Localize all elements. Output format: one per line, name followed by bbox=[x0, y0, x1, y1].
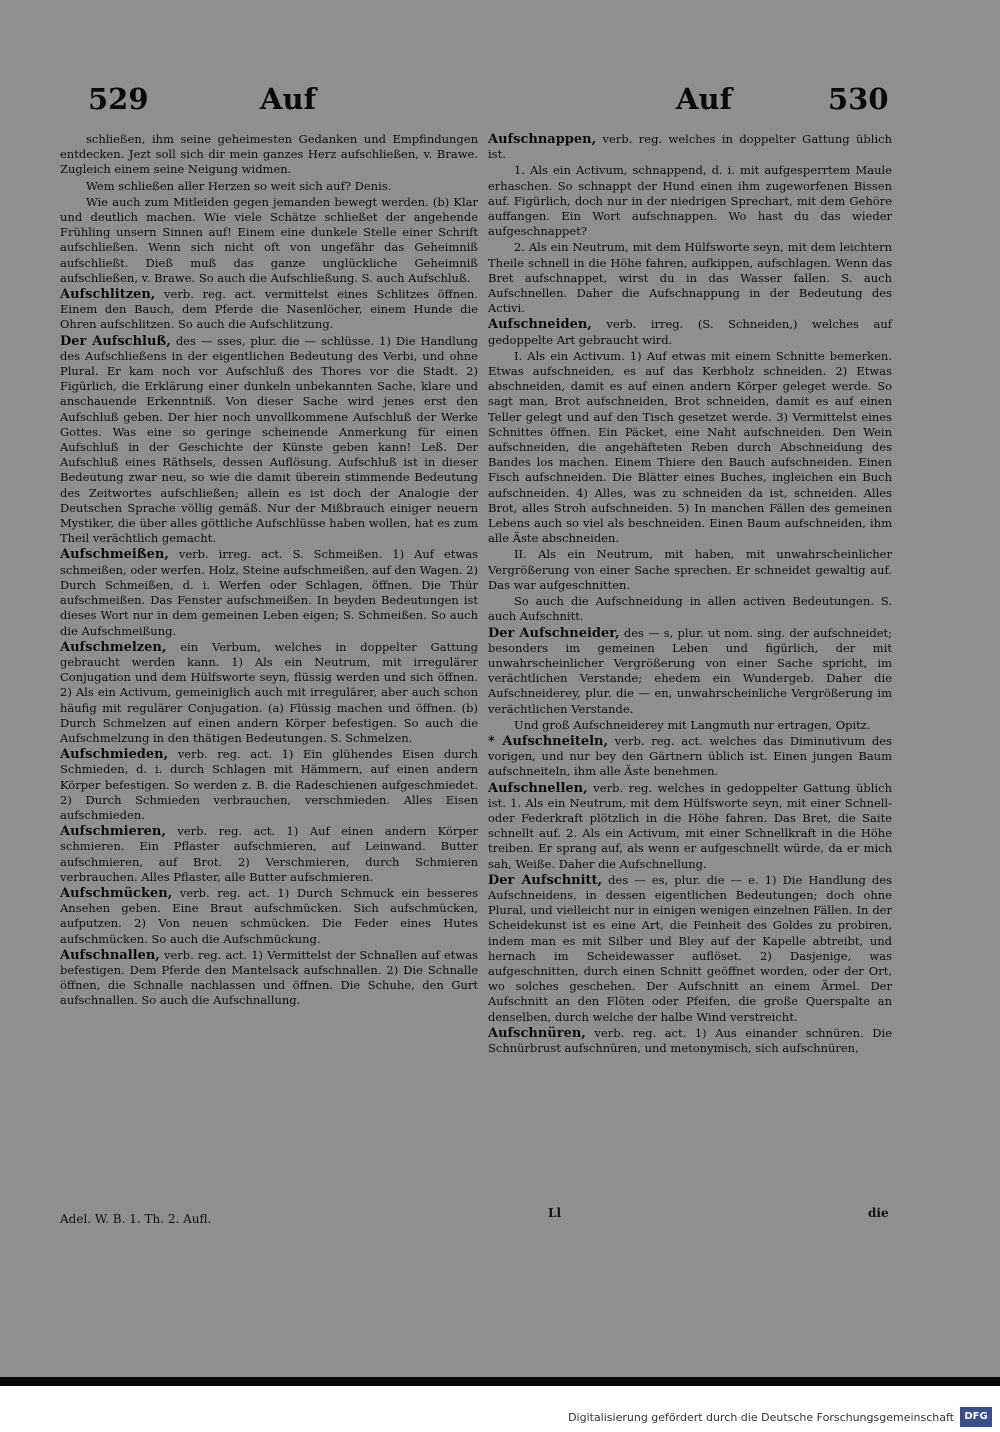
dictionary-entry bbox=[60, 824, 478, 885]
right-column bbox=[488, 132, 892, 1057]
entry-text: schließen, ihm seine geheimesten Gedanken und Empfindungen entdecken. Jezt soll sich dir mein ganzes Herz aufschließen, v. Brawe. Zugleich einem seine Neigung widmen. bbox=[60, 132, 478, 177]
dictionary-entry bbox=[60, 886, 478, 947]
entry-lemma: Aufschmieden, bbox=[60, 747, 169, 763]
page-number-right: 530 bbox=[828, 82, 889, 116]
entry-text: verb. reg. act. welches das Diminutivum des vorigen, und nur bey den Gärtnern üblich ist. Einen jungen Baum aufschneiteln, ihm alle Äste benehmen. bbox=[488, 733, 892, 779]
entry-text: verb. irreg. (S. Schneiden,) welches auf gedoppelte Art gebraucht wird. bbox=[488, 317, 893, 347]
entry-lemma: Der Aufschneider, bbox=[488, 625, 620, 641]
dictionary-entry bbox=[60, 132, 478, 178]
entry-text: verb. reg. act. 1) Ein glühendes Eisen durch Schmieden, d. i. durch Schlagen mit Hämmern, auf einen andern Körper befestigen. So werden z. B. die Radeschienen aufgeschmiedet. 2) Durch Schmieden verbrauchen, verschmieden. Alles Eisen aufschmieden. bbox=[60, 747, 479, 822]
dictionary-entry bbox=[60, 334, 478, 547]
scan-edge bbox=[0, 1377, 1000, 1386]
page-number-left: 529 bbox=[88, 82, 149, 116]
sheet-mark: Ll bbox=[548, 1206, 561, 1220]
entry-text: II. Als ein Neutrum, mit haben, mit unwahrscheinlicher Vergrößerung von einer Sache sprechen. Er schneidet gewaltig auf. Das war aufgeschnitten. bbox=[488, 547, 892, 592]
entry-text: 2. Als ein Neutrum, mit dem Hülfsworte seyn, mit dem leichtern Theile schnell in die Höhe fahren, aufkippen, aufschlagen. Wenn das Bret aufschnappet, wirst du in das Wasser fallen. S. auch Aufschnellen. Daher die Aufschnappung in der Bedeutung des Activi. bbox=[488, 240, 892, 316]
entry-text: des — es, plur. die — e. 1) Die Handlung des Aufschneidens, in dessen eigentlichen Bedeutungen; doch ohne Plural, und vielleicht nur in einigen wenigen einzelnen Fällen. In der Scheidekunst ist es eine Art, die Feinheit des Goldes zu probiren, indem man es mit Silber und Bley auf der Kapelle abtreibt, und hernach im Scheidewasser auflöset. 2) Dasjenige, was aufgeschnitten, durch einen Schnitt geöffnet worden, oder der Ort, wo solches geschehen. Der Aufschnitt an einem Ärmel. Der Aufschnitt an den Flöten oder Pfeifen, die große Querspalte an denselben, durch welche der halbe Wind verstreicht. bbox=[488, 872, 892, 1024]
entry-text: 1. Als ein Activum, schnappend, d. i. mit aufgesperrtem Maule erhaschen. So schnappt der Hund einen ihm zugeworfenen Bissen auf. Figürlich, doch nur in der niedrigen Sprechart, mit dem Gehöre auffangen. Ein Wort aufschnappen. Wo hast du das wieder aufgeschnappet? bbox=[488, 163, 892, 239]
entry-text: des — s, plur. ut nom. sing. der aufschneidet; besonders im gemeinen Leben und figürlich, der mit unwahrscheinlicher Vergrößerung von einer Sache spricht, im verächtlichen Verstande; ehedem ein Wundergeb. Daher die Aufschneiderey, plur. die — en, unwahrscheinliche Vergrößerung im verächtlichen Verstande. bbox=[488, 625, 893, 716]
dictionary-entry bbox=[488, 349, 892, 547]
entry-lemma: Aufschnappen, bbox=[488, 132, 597, 147]
dictionary-entry bbox=[488, 1026, 892, 1056]
entry-text: verb. reg. welches in gedoppelter Gattung üblich ist. 1. Als ein Neutrum, mit dem Hülfsworte seyn, mit einer Schnell- oder Federkraft plötzlich in die Höhe fahren. Das Bret, die Saite schnellt auf. 2. Als ein Activum, mit einer Schnellkraft in die Höhe treiben. Er sprang auf, als wenn er aufgeschnellt würde, da er mich sah, Weiße. Daher die Aufschnellung. bbox=[488, 780, 892, 871]
entry-text: Und groß Aufschneiderey mit Langmuth nur ertragen, Opitz. bbox=[514, 717, 871, 732]
entry-text: So auch die Aufschneidung in allen activen Bedeutungen. S. auch Aufschnitt. bbox=[488, 594, 892, 624]
credit-text: Digitalisierung gefördert durch die Deutsche Forschungsgemeinschaft bbox=[568, 1411, 954, 1424]
dictionary-entry bbox=[488, 240, 892, 316]
left-column bbox=[60, 132, 478, 1010]
entry-lemma: Aufschneiden, bbox=[488, 317, 592, 333]
entry-text: verb. reg. act. 1) Auf einen andern Körper schmieren. Ein Pflaster aufschmieren, auf Leinwand. Butter aufschmieren, auf Brot. 2) Verschmieren, durch Schmieren verbrauchen. Alles Pflaster, alle Butter aufschmieren. bbox=[60, 824, 479, 884]
dictionary-entry bbox=[60, 948, 478, 1009]
entry-text: Wem schließen aller Herzen so weit sich auf? Denis. bbox=[86, 178, 392, 193]
signature-line: Adel. W. B. 1. Th. 2. Aufl. bbox=[60, 1212, 212, 1226]
entry-lemma: * Aufschneiteln, bbox=[488, 733, 609, 749]
dictionary-entry bbox=[60, 179, 478, 194]
entry-lemma: Aufschmieren, bbox=[60, 824, 166, 840]
dictionary-entry bbox=[488, 594, 892, 624]
dictionary-entry bbox=[488, 132, 892, 162]
entry-lemma: Der Aufschluß, bbox=[60, 333, 171, 349]
dictionary-entry bbox=[60, 747, 478, 823]
dictionary-entry bbox=[488, 734, 892, 780]
dictionary-entry bbox=[488, 626, 892, 717]
entry-text: Wie auch zum Mitleiden gegen jemanden bewegt werden. (b) Klar und deutlich machen. Wie viele Schätze schließet der angehende Frühling unsern Sinnen auf! Einem eine dunkele Stelle einer Schrift aufschließen. Wenn sich nicht oft von ungefähr das Geheimniß aufschließt. Dieß muß das ganze unglückliche Geheimniß aufschließen, v. Brawe. So auch die Aufschließung. S. auch Aufschluß. bbox=[60, 194, 478, 285]
dictionary-entry bbox=[60, 547, 478, 638]
entry-text: verb. reg. act. 1) Durch Schmuck ein besseres Ansehen geben. Eine Braut aufschmücken. Sich aufschmücken, aufputzen. 2) Von neuen schmücken. Die Feder eines Hutes aufschmücken. So auch die Aufschmückung. bbox=[60, 885, 478, 946]
entry-lemma: Der Aufschnitt, bbox=[488, 872, 603, 888]
entry-text: verb. reg. act. 1) Vermittelst der Schnallen auf etwas befestigen. Dem Pferde den Mantelsack aufschnallen. 2) Die Schnalle öffnen, die Schnalle nachlassen und öffnen. Die Schuhe, den Gurt aufschnallen. So auch die Aufschnallung. bbox=[60, 947, 478, 1008]
entry-text: des — sses, plur. die — schlüsse. 1) Die Handlung des Aufschließens in der eigentlichen Bedeutung des Verbi, und ohne Plural. Er kam noch vor Aufschluß des Thores vor die Stadt. 2) Figürlich, die Erklärung einer dunkeln unbekannten Sache, klare und anschauende Erkenntniß. Von dieser Sache wird jenes erst den Aufschluß geben. Der hier noch unvollkommene Aufschluß der Werke Gottes. Was eine so geringe scheinende Anmerkung für einen Aufschluß in der Geschichte der Künste geben kann! Leß. Der Aufschluß eines Räthsels, dessen Auflösung. Aufschluß ist in dieser Bedeutung zwar neu, so wie die damit überein stimmende Bedeutung des Zeitwortes aufschließen; allein es ist doch der Analogie der Deutschen Sprache völlig gemäß. Nur der Mißbrauch einiger neuern Mystiker, die über alles göttliche Aufschlüsse haben wollen, hat es zum Theil verächtlich gemacht. bbox=[60, 333, 478, 546]
dictionary-entry bbox=[488, 718, 892, 733]
entry-lemma: Aufschnüren, bbox=[488, 1025, 586, 1041]
dictionary-entry bbox=[488, 781, 892, 872]
dictionary-entry bbox=[488, 317, 892, 347]
dictionary-entry bbox=[488, 547, 892, 593]
credit-bar bbox=[0, 1392, 1000, 1432]
entry-lemma: Aufschmeißen, bbox=[60, 547, 169, 563]
entry-text: verb. reg. act. vermittelst eines Schlitzes öffnen. Einem den Bauch, dem Pferde die Nasenlöcher, einem Hunde die Ohren aufschlitzen. So auch die Aufschlitzung. bbox=[60, 287, 478, 332]
dictionary-entry bbox=[60, 195, 478, 286]
dfg-logo: DFG bbox=[960, 1407, 992, 1427]
dictionary-entry bbox=[60, 287, 478, 333]
entry-text: I. Als ein Activum. 1) Auf etwas mit einem Schnitte bemerken. Etwas aufschneiden, es auf das Kerbholz schneiden. 2) Etwas abschneiden, damit es auf einen andern Körper geleget werde. So sagt man, Brot aufschneiden, Brot schneiden, damit es auf einen Teller gelegt und auf den Tisch gesetzet werde. 3) Vermittelst eines Schnittes öffnen. Ein Päcket, eine Naht aufschneiden. Den Wein aufschneiden, die angehäfteten Reben durch Abschneidung des Bandes los machen. Einem Thiere den Bauch aufschneiden. Einen Fisch aufschneiden. Die Blätter eines Buches, ingleichen ein Buch aufschneiden. 4) Alles, was zu schneiden da ist, schneiden. Alles Brot, alles Stroh aufschneiden. 5) In manchen Fällen des gemeinen Lebens auch so viel als beschneiden. Einen Baum aufschneiden, ihm alle Äste abschneiden. bbox=[488, 348, 892, 546]
entry-text: verb. reg. welches in doppelter Gattung üblich ist. bbox=[488, 132, 892, 162]
entry-lemma: Aufschmelzen, bbox=[60, 639, 167, 655]
entry-lemma: Aufschnellen, bbox=[488, 780, 588, 796]
running-head-right: Auf bbox=[676, 82, 733, 116]
catchword: die bbox=[868, 1206, 889, 1220]
entry-lemma: Aufschnallen, bbox=[60, 947, 160, 963]
entry-text: ein Verbum, welches in doppelter Gattung gebraucht werden kann. 1) Als ein Neutrum, mit irregulärer Conjugation und dem Hülfsworte seyn, flüssig werden und sich öffnen. 2) Als ein Activum, gemeiniglich auch mit irregulärer, aber auch schon häufig mit regulärer Conjugation. (a) Flüssig machen und öffnen. (b) Durch Schmelzen auf einen andern Körper befestigen. So auch die Aufschmelzung in den thätigen Bedeutungen. S. Schmelzen. bbox=[60, 639, 478, 745]
dictionary-entry bbox=[60, 640, 478, 746]
entry-text: verb. reg. act. 1) Aus einander schnüren. Die Schnürbrust aufschnüren, und metonymisch, sich aufschnüren, bbox=[488, 1025, 892, 1055]
dictionary-entry bbox=[488, 873, 892, 1025]
running-head-left: Auf bbox=[260, 82, 317, 116]
entry-lemma: Aufschmücken, bbox=[60, 885, 173, 901]
entry-text: verb. irreg. act. S. Schmeißen. 1) Auf etwas schmeißen, oder werfen. Holz, Steine aufschmeißen, auf den Wagen. 2) Durch Schmeißen, d. i. Werfen oder Schlagen, öffnen. Die Thür aufschmeißen. Das Fenster aufschmeißen. In beyden Bedeutungen ist dieses Wort nur in dem gemeinen Leben eigen; S. Schmeißen. So auch die Aufschmeißung. bbox=[60, 547, 479, 638]
entry-lemma: Aufschlitzen, bbox=[60, 287, 156, 303]
dictionary-entry bbox=[488, 163, 892, 239]
